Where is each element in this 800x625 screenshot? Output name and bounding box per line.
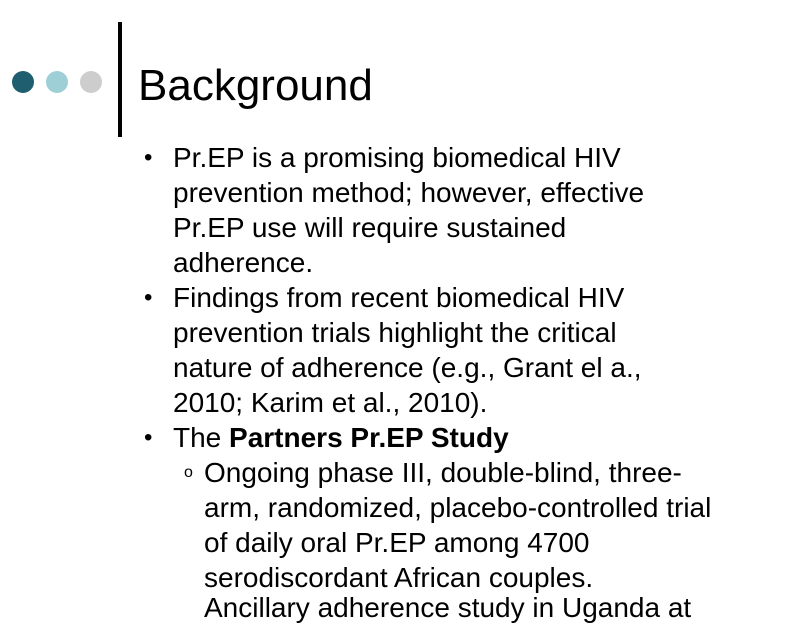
sub-bullet-line-3: of daily oral Pr.EP among 4700 <box>204 527 590 558</box>
sub-bullet-line-4: serodiscordant African couples. <box>204 562 594 593</box>
bullet-2-line-3: nature of adherence (e.g., Grant el a., <box>173 352 642 383</box>
bullet-2-line-2: prevention trials highlight the critical <box>173 317 617 348</box>
bullet-1-line-4: adherence. <box>173 247 314 278</box>
bullet-marker: • <box>144 284 153 311</box>
bullet-3-line-1 <box>173 420 509 455</box>
bullet-2-line-4: 2010; Karim et al., 2010). <box>173 387 488 418</box>
slide-title: Background <box>138 61 373 110</box>
sub-bullet-line-2: arm, randomized, placebo-controlled trial <box>204 492 712 523</box>
bullet-3-prefix: The <box>173 422 230 453</box>
sub-bullet-line-5: Ancillary adherence study in Uganda at <box>204 592 692 623</box>
bullet-1-line-1: Pr.EP is a promising biomedical HIV <box>173 142 621 173</box>
bullet-1-line-2: prevention method; however, effective <box>173 177 645 208</box>
sub-bullet-line-1: Ongoing phase III, double-blind, three- <box>204 457 682 488</box>
sub-bullet-marker: o <box>184 464 193 481</box>
study-name: Partners Pr.EP Study <box>229 422 509 453</box>
bullet-marker: • <box>144 144 153 171</box>
bullet-1-line-3: Pr.EP use will require sustained <box>173 212 567 243</box>
bullet-2-line-1: Findings from recent biomedical HIV <box>173 282 625 313</box>
bullet-marker: • <box>144 424 153 451</box>
